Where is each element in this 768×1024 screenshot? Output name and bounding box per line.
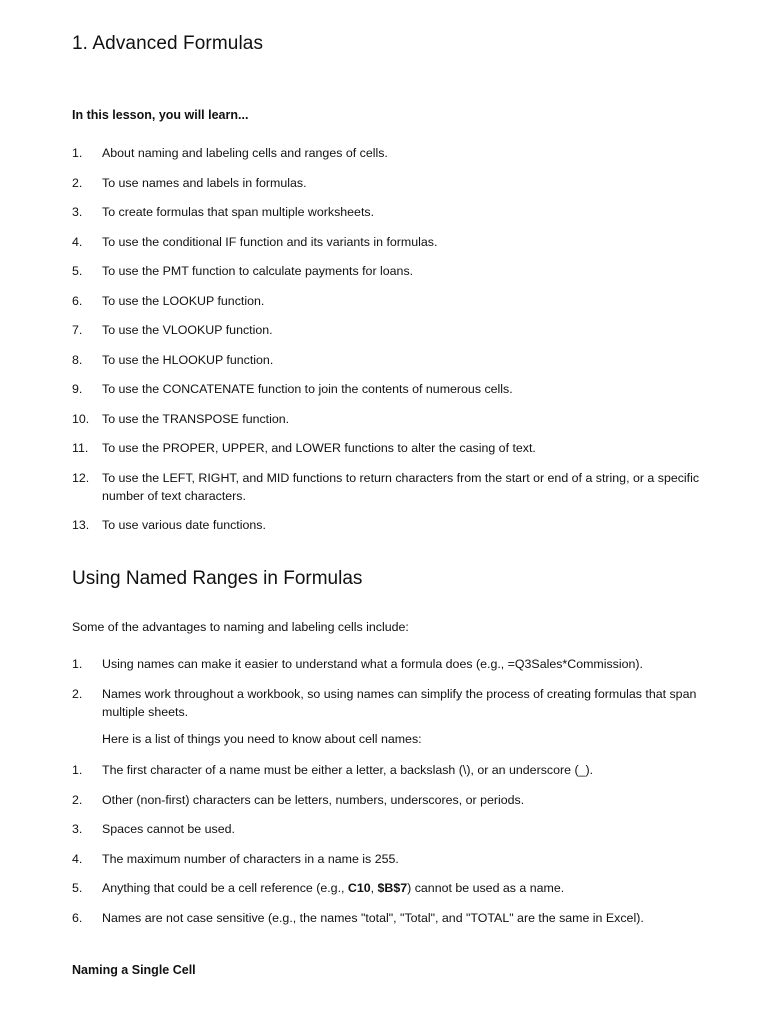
list-item [72, 174, 702, 192]
item-number: 10. [72, 411, 90, 426]
item-text: To use the PMT function to calculate payments for loans. [102, 264, 414, 278]
item-number: 5. [72, 881, 83, 895]
cell-reference-example: C10 [347, 881, 371, 895]
item-text: Names are not case sensitive (e.g., the names "total", "Total", and "TOTAL" are the same in Excel). [102, 910, 644, 925]
item-text-after: ) cannot be used as a name. [407, 881, 565, 895]
item-number: 1. [72, 657, 83, 671]
item-text: To use the conditional IF function and its variants in formulas. [102, 234, 438, 249]
item-number: 4. [72, 234, 83, 249]
list-item [72, 439, 702, 457]
list-item [72, 655, 702, 673]
list-item [72, 685, 702, 721]
item-number: 9. [72, 382, 83, 396]
item-text: To use the PROPER, UPPER, and LOWER functions to alter the casing of text. [102, 441, 536, 455]
cell-name-rules-list [72, 761, 702, 938]
list-item [72, 203, 702, 221]
item-text: Using names can make it easier to understand what a formula does (e.g., =Q3Sales*Commission). [102, 657, 643, 671]
item-text: To create formulas that span multiple worksheets. [102, 205, 375, 219]
item-text: To use the HLOOKUP function. [102, 352, 274, 367]
item-number: 2. [72, 175, 83, 190]
item-text: To use various date functions. [102, 518, 266, 532]
list-item [72, 292, 702, 310]
item-text: Other (non-first) characters can be letters, numbers, underscores, or periods. [102, 792, 525, 807]
item-number: 3. [72, 205, 83, 219]
item-text: To use the VLOOKUP function. [102, 323, 273, 337]
lesson-objectives-list [72, 144, 702, 546]
list-item [72, 791, 702, 809]
cell-reference-example: $B$7 [377, 881, 408, 895]
item-number: 12. [72, 470, 90, 485]
item-text: To use names and labels in formulas. [102, 175, 307, 190]
list-item [72, 469, 702, 505]
item-number: 1. [72, 763, 83, 777]
item-number: 1. [72, 146, 83, 160]
item-text: To use the LOOKUP function. [102, 293, 265, 308]
list-item [72, 850, 702, 868]
advantages-list [72, 655, 702, 732]
list-item [72, 262, 702, 280]
advantages-intro: Some of the advantages to naming and labeling cells include: [72, 620, 409, 634]
list-item [72, 144, 702, 162]
list-item [72, 879, 702, 897]
list-item [72, 410, 702, 428]
item-number: 8. [72, 352, 83, 367]
item-text: The first character of a name must be either a letter, a backslash (\), or an underscore (_). [102, 763, 594, 777]
item-text: To use the TRANSPOSE function. [102, 411, 290, 426]
item-number: 2. [72, 792, 83, 807]
list-item [72, 516, 702, 534]
item-text: Names work throughout a workbook, so using names can simplify the process of creating formulas that span multiple sheets. [102, 686, 697, 719]
item-text: To use the LEFT, RIGHT, and MID functions to return characters from the start or end of a string, or a specific number of text characters. [102, 470, 700, 503]
list-item [72, 820, 702, 838]
rules-intro: Here is a list of things you need to know about cell names: [102, 732, 422, 746]
page-title: 1. Advanced Formulas [72, 33, 264, 54]
lesson-intro: In this lesson, you will learn... [72, 108, 249, 122]
item-number: 11. [72, 441, 89, 455]
item-number: 7. [72, 323, 83, 337]
item-text: The maximum number of characters in a name is 255. [102, 851, 399, 866]
item-text-before: Anything that could be a cell reference (e.g., [102, 881, 348, 895]
list-item [72, 321, 702, 339]
subsection-heading: Naming a Single Cell [72, 963, 196, 977]
list-item [72, 351, 702, 369]
item-number: 6. [72, 910, 83, 925]
list-item [72, 233, 702, 251]
item-number: 6. [72, 293, 83, 308]
list-item [72, 909, 702, 927]
item-number: 2. [72, 686, 83, 701]
item-number: 5. [72, 264, 83, 278]
item-text: Spaces cannot be used. [102, 822, 235, 836]
item-text: To use the CONCATENATE function to join the contents of numerous cells. [102, 382, 513, 396]
item-number: 4. [72, 851, 83, 866]
separator-text: , [370, 881, 378, 895]
section-heading: Using Named Ranges in Formulas [72, 568, 363, 589]
list-item [72, 761, 702, 779]
item-number: 3. [72, 822, 83, 836]
item-text: About naming and labeling cells and ranges of cells. [102, 146, 388, 160]
item-number: 13. [72, 518, 90, 532]
list-item [72, 380, 702, 398]
